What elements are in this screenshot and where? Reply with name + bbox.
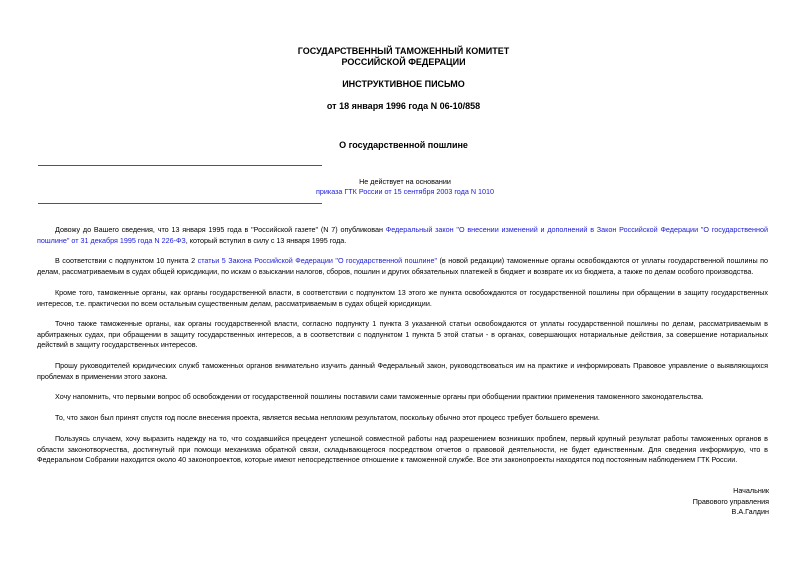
paragraph-8: Пользуясь случаем, хочу выразить надежду на то, что создавшийся прецедент успешной совместной работы над разрешением возникших проблем, первый крупный результат работы таможенных органов в области законотворчества, достигнутый при помощи механизма обратной связи, складывающегося посредством отчетов о правовой деятельности, не будет единственным. Для сведения информирую, что в Федеральном Собрании находится около 40 законопроектов, которые имеют непосредственное отношение к таможенной службе. Все эти законопроекты находятся под постоянным наблюдением ГТК России. bbox=[37, 434, 768, 464]
signature-position-1: Начальник bbox=[733, 486, 769, 495]
paragraph-4: Точно также таможенные органы, как органы государственной власти, согласно подпункту 1 пункта 3 указанной статьи освобождаются от уплаты государственной пошлины по делам, рассматриваемым в арбитражных судах, при обращении в защиту государственных интересов, а в соответствии с подпунктом 1 пункта 5 этой статьи - в органах, совершающих нотариальные действия, за совершение нотариальных действий в защиту государственных интересов. bbox=[37, 319, 768, 349]
document-type: ИНСТРУКТИВНОЕ ПИСЬМО bbox=[342, 79, 465, 89]
status-notice bbox=[220, 177, 590, 197]
document-date-number: от 18 января 1996 года N 06-10/858 bbox=[326, 101, 481, 111]
signature-block bbox=[693, 486, 769, 518]
document-title: О государственной пошлине bbox=[339, 140, 468, 150]
bottom-divider bbox=[38, 203, 322, 204]
paragraph-7: То, что закон был принят спустя год после внесения проекта, является весьма неплохим результатом, поскольку обычно этот процесс требует большего времени. bbox=[55, 413, 600, 422]
paragraph-5: Прошу руководителей юридических служб таможенных органов внимательно изучить данный Федеральный закон, руководствоваться им на практике и информировать Правовое управление о выявляющихся проблемах в применении этого закона. bbox=[37, 361, 768, 381]
paragraph-6: Хочу напомнить, что первыми вопрос об освобождении от государственной пошлины поставили сами таможенные органы при обобщении практики применения таможенного законодательства. bbox=[55, 392, 704, 401]
paragraph-1: Довожу до Вашего сведения, что 13 января 1995 года в "Российской газете" (N 7) опубликован Федеральный закон "О внесении изменений и дополнений в Закон Российской Федерации "О государственной пошлине" от 31 декабря 1995 года N 226-ФЗ, который вступил в силу с 13 января 1995 года. bbox=[37, 225, 768, 245]
article-5-link[interactable]: статьи 5 Закона Российской Федерации "О государственной пошлине" bbox=[197, 256, 438, 265]
top-divider bbox=[38, 165, 322, 166]
federal-law-link[interactable]: Федеральный закон "О внесении изменений и дополнений в Закон Российской Федерации "О государственной пошлине" от 31 декабря 1995 года N 226-ФЗ bbox=[37, 225, 768, 245]
paragraph-3: Кроме того, таможенные органы, как органы государственной власти, в соответствии с подпунктом 13 этого же пункта освобождаются от государственной пошлины при обращении в защиту государственных интересов, т.е. практически по всем остальным существенным делам, рассматриваемым в судах общей юрисдикции. bbox=[37, 288, 768, 308]
authority-line-1: ГОСУДАРСТВЕННЫЙ ТАМОЖЕННЫЙ КОМИТЕТ bbox=[297, 46, 510, 56]
signature-position-2: Правового управления bbox=[692, 496, 769, 506]
signature-name: В.А.Галдин bbox=[731, 507, 769, 516]
paragraph-2: В соответствии с подпунктом 10 пункта 2 статьи 5 Закона Российской Федерации "О государственной пошлине" (в новой редакции) таможенные органы освобождаются от уплаты государственной пошлины по делам, рассматриваемым в судах общей юрисдикции, по искам о взыскании налогов, сборов, пошлин и других обязательных платежей в бюджет и возврате их из бюджета, а также по делам особого производства. bbox=[37, 256, 768, 276]
status-notice-text: Не действует на основании bbox=[359, 177, 451, 186]
status-notice-link[interactable]: приказа ГТК России от 15 сентября 2003 года N 1010 bbox=[315, 187, 494, 196]
authority-line-2: РОССИЙСКОЙ ФЕДЕРАЦИИ bbox=[341, 57, 466, 67]
